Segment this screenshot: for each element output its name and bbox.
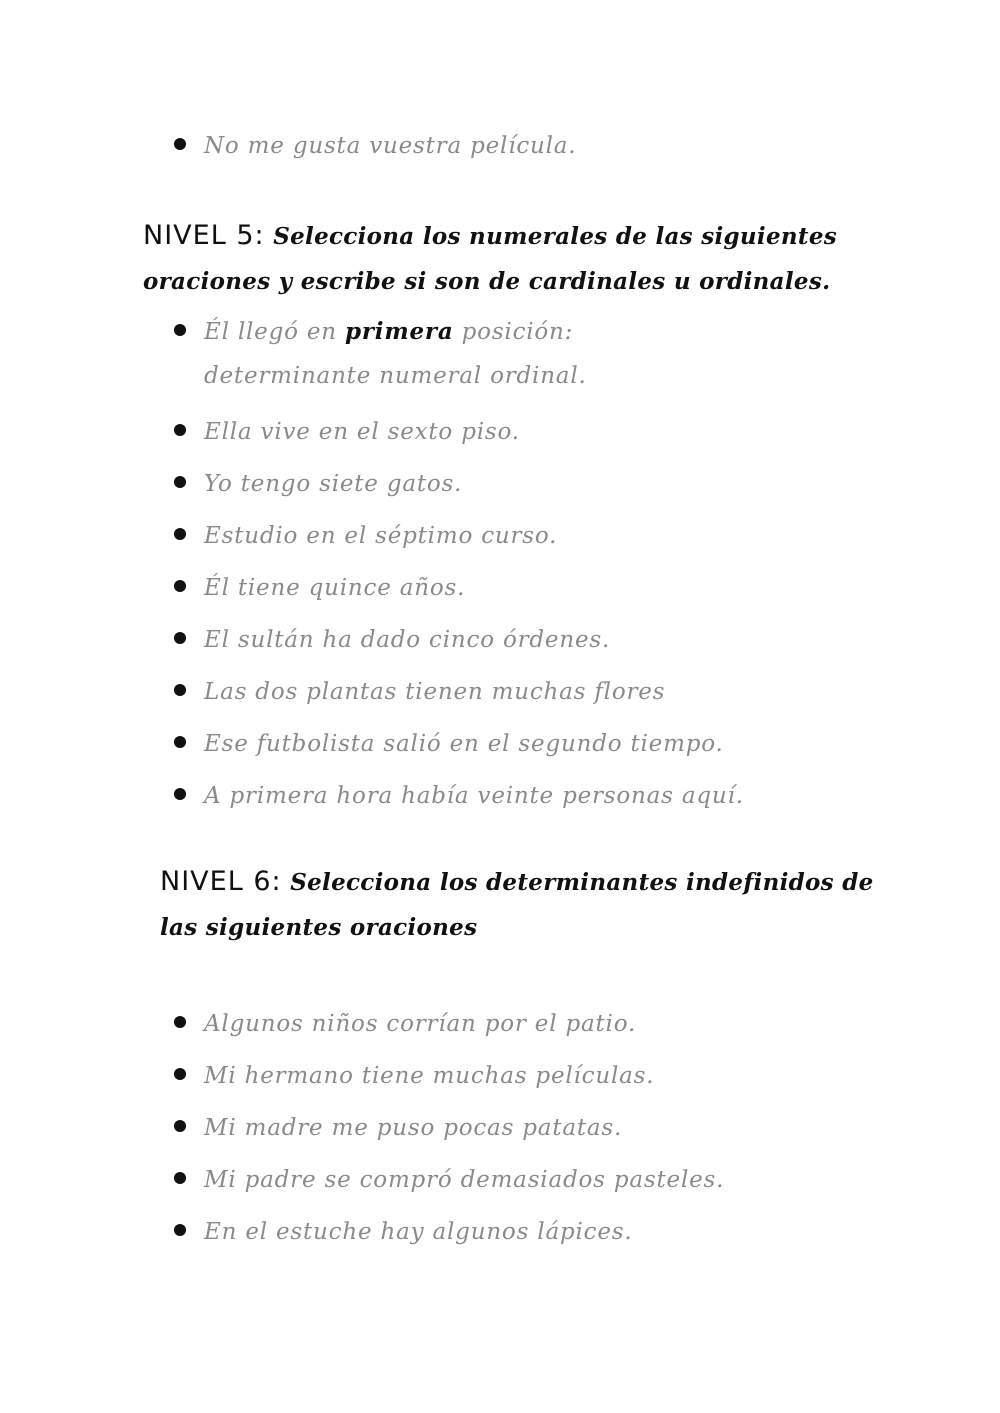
nivel6-instruction: Selecciona los determinantes indefinidos de las siguientes oraciones xyxy=(160,869,874,941)
list-item[interactable] xyxy=(174,1106,724,1158)
bullet-icon xyxy=(174,1016,186,1028)
example-highlight-word[interactable]: primera xyxy=(345,318,454,345)
bullet-icon xyxy=(174,788,186,800)
bullet-icon xyxy=(174,528,186,540)
bullet-icon xyxy=(174,1120,186,1132)
sentence-text: Mi padre se compró demasiados pasteles. xyxy=(204,1167,725,1193)
bullet-icon xyxy=(174,424,186,436)
nivel5-instruction: Selecciona los numerales de las siguientes oraciones y escribe si son de cardinales u ordinales. xyxy=(143,223,838,295)
list-item[interactable] xyxy=(174,1054,724,1106)
list-item[interactable] xyxy=(174,1002,724,1054)
sentence-text: Algunos niños corrían por el patio. xyxy=(204,1011,637,1037)
list-item[interactable] xyxy=(174,722,744,774)
sentence-text: Yo tengo siete gatos. xyxy=(204,471,463,497)
bullet-icon xyxy=(174,324,186,336)
sentence-text: Estudio en el séptimo curso. xyxy=(204,523,558,549)
sentence-text: Las dos plantas tienen muchas flores xyxy=(204,679,666,705)
list-item[interactable] xyxy=(174,774,744,826)
list-item[interactable] xyxy=(174,670,744,722)
nivel5-level-label: NIVEL 5: xyxy=(143,220,265,251)
nivel6-level-label: NIVEL 6: xyxy=(160,866,282,897)
example-text-after: posición: determinante numeral ordinal. xyxy=(204,319,587,389)
list-item[interactable] xyxy=(174,1210,724,1262)
sentence-text: El sultán ha dado cinco órdenes. xyxy=(204,627,611,653)
sentence-text: A primera hora había veinte personas aquí. xyxy=(204,783,744,809)
top-sentence-list xyxy=(174,124,576,176)
nivel5-sentence-list xyxy=(174,310,744,826)
bullet-icon xyxy=(174,476,186,488)
sentence-text: No me gusta vuestra película. xyxy=(204,133,577,159)
list-item[interactable] xyxy=(174,124,576,176)
sentence-text: Mi hermano tiene muchas películas. xyxy=(204,1063,655,1089)
bullet-icon xyxy=(174,736,186,748)
list-item[interactable] xyxy=(174,618,744,670)
bullet-icon xyxy=(174,1224,186,1236)
sentence-text: Mi madre me puso pocas patatas. xyxy=(204,1115,623,1141)
sentence-text: Ella vive en el sexto piso. xyxy=(204,419,520,445)
list-item[interactable] xyxy=(174,462,744,514)
bullet-icon xyxy=(174,138,186,150)
sentence-text: Ese futbolista salió en el segundo tiempo. xyxy=(204,731,724,757)
bullet-icon xyxy=(174,580,186,592)
list-item[interactable] xyxy=(174,410,744,462)
example-item[interactable] xyxy=(174,310,744,410)
bullet-icon xyxy=(174,1172,186,1184)
example-text-before: Él llegó en xyxy=(204,319,345,345)
nivel6-heading xyxy=(160,860,880,950)
nivel6-sentence-list xyxy=(174,1002,724,1262)
bullet-icon xyxy=(174,684,186,696)
list-item[interactable] xyxy=(174,566,744,618)
sentence-text: Él tiene quince años. xyxy=(204,575,466,601)
sentence-text: En el estuche hay algunos lápices. xyxy=(204,1219,633,1245)
bullet-icon xyxy=(174,1068,186,1080)
bullet-icon xyxy=(174,632,186,644)
list-item[interactable] xyxy=(174,1158,724,1210)
list-item[interactable] xyxy=(174,514,744,566)
nivel5-heading xyxy=(143,214,863,304)
